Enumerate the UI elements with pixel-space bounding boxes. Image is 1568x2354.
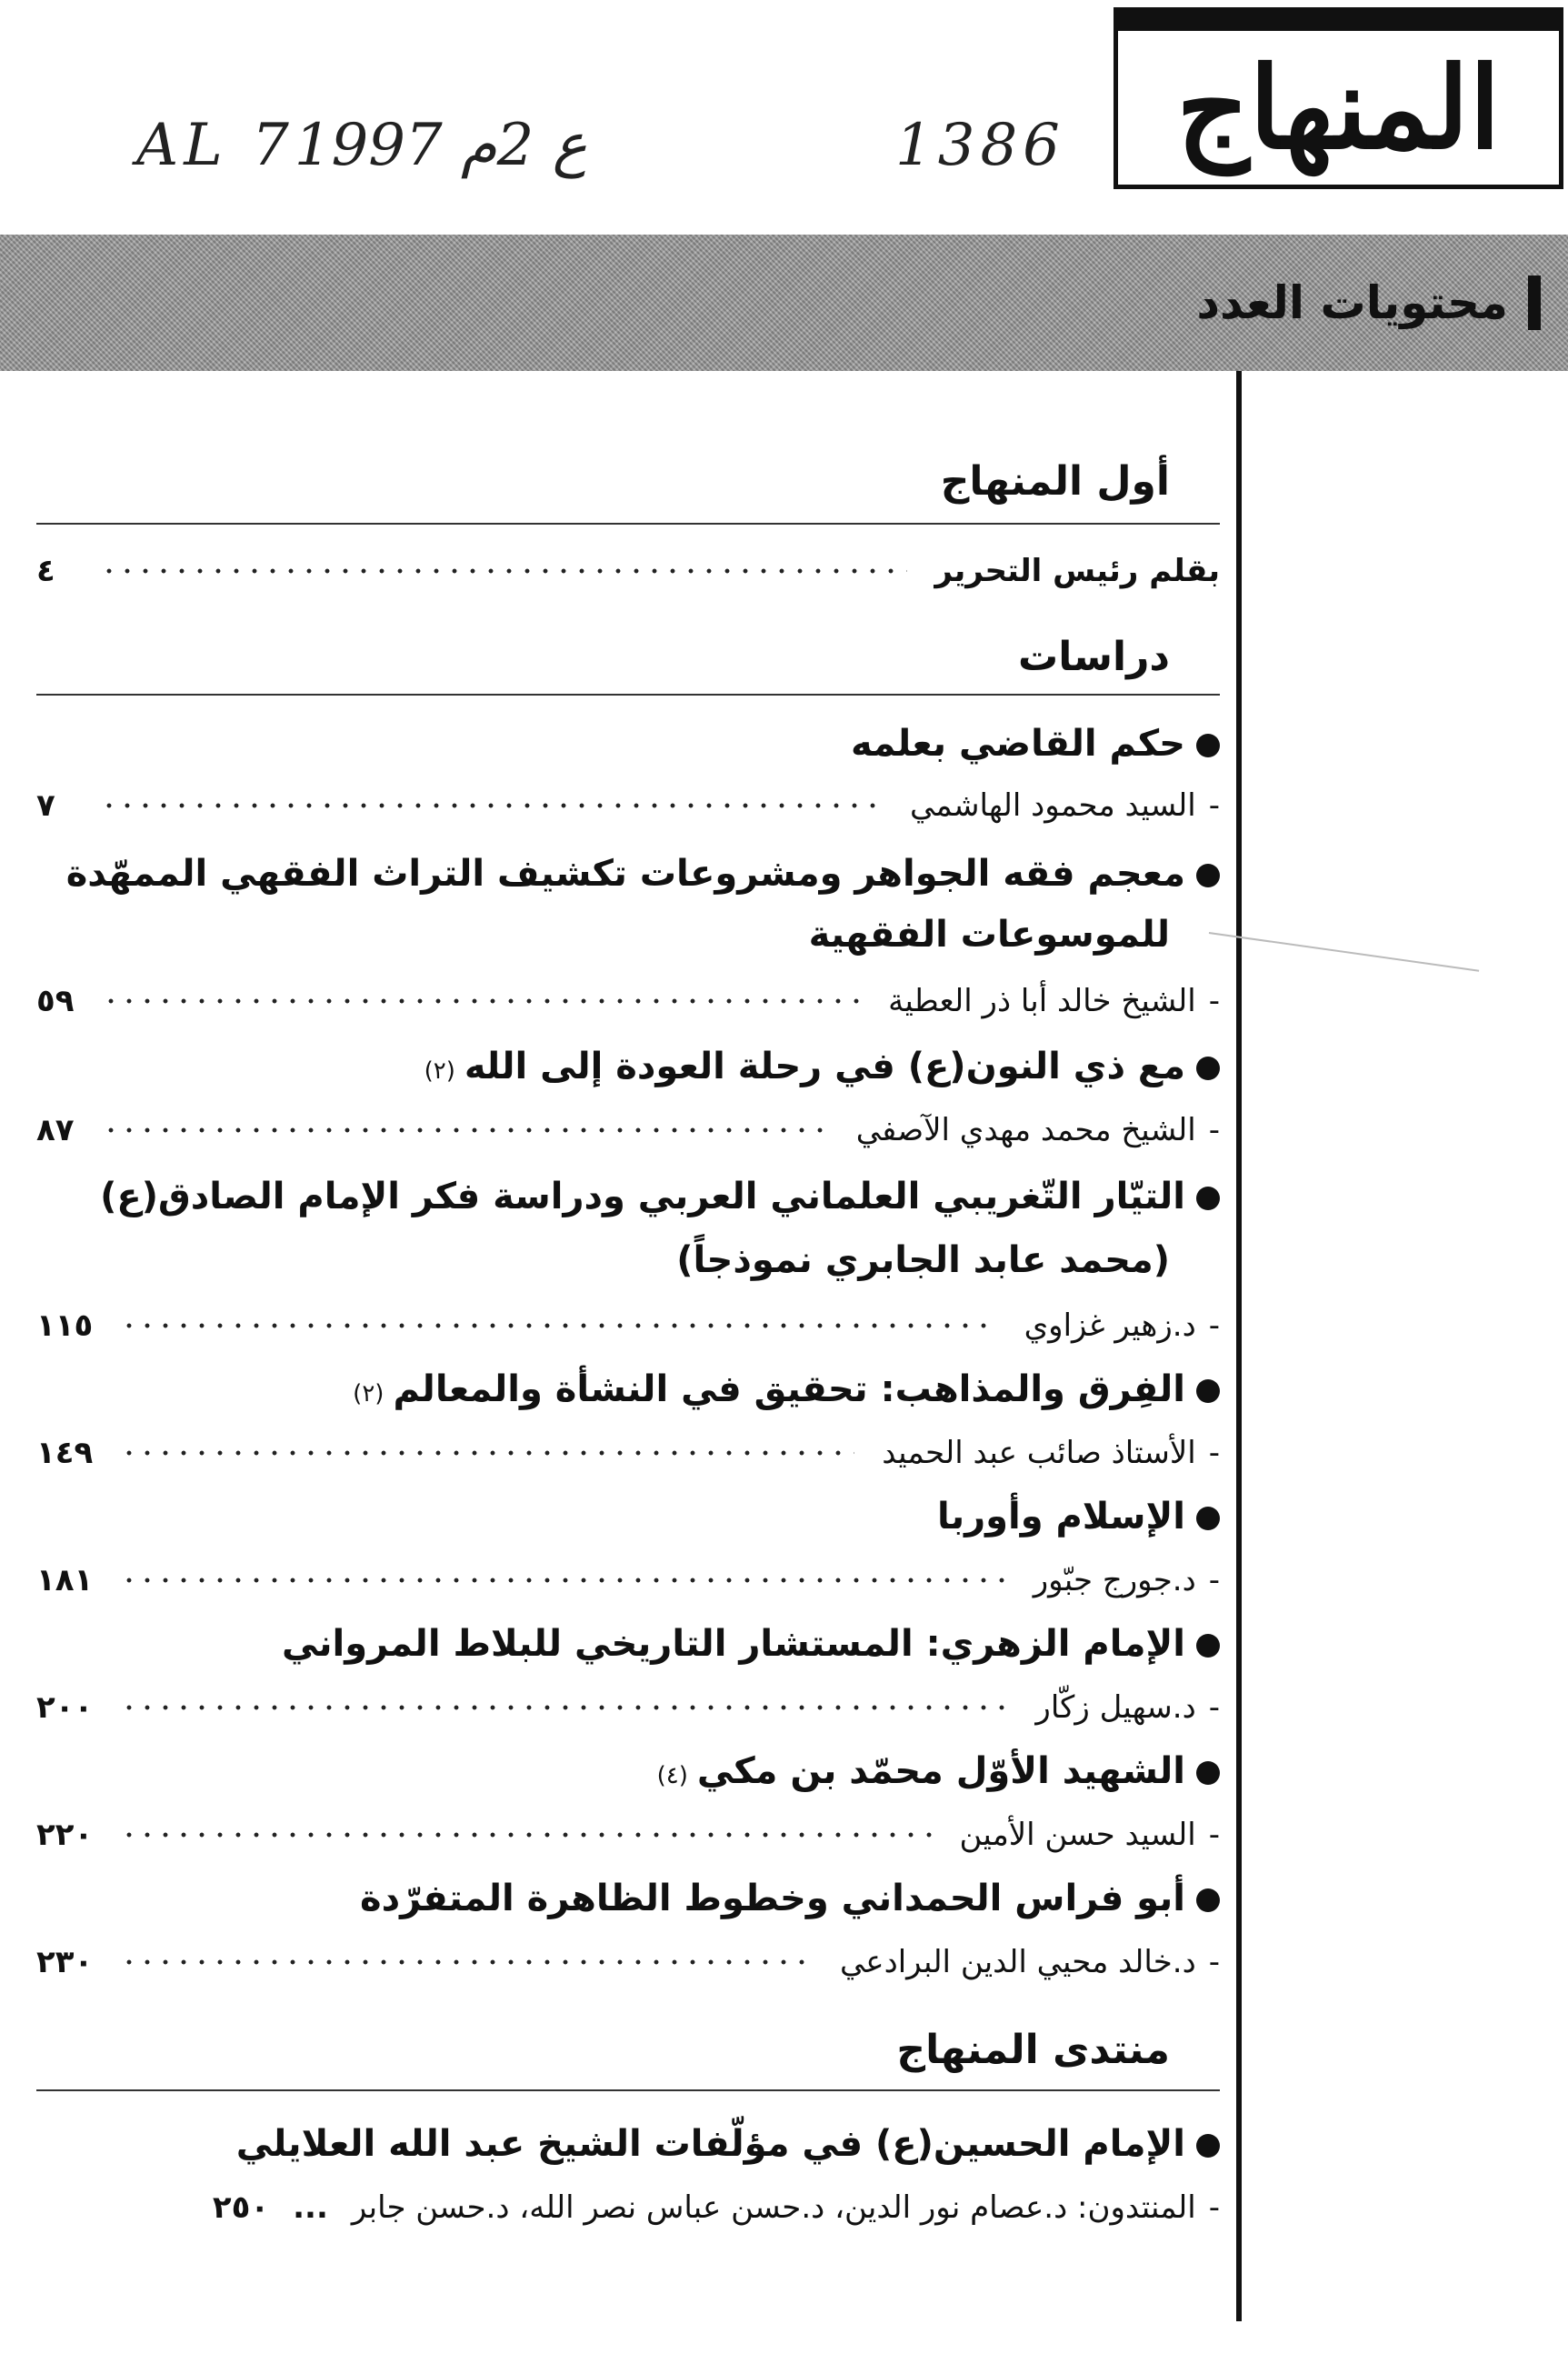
dot-leader (100, 802, 883, 809)
bullet-icon (1196, 1634, 1220, 1658)
toc-entry-title-continued: (محمد عابد الجابري نموذجاً) (676, 1239, 1170, 1281)
toc-entry-title: التيّار التّغريبي العلماني العربي ودراسة فكر الإمام الصادق(ع) (38, 1171, 1220, 1222)
logo-tagline: مجلة فصلية تعنى بالدراسات الإسلامية (1263, 11, 1401, 45)
toc-author: بقلم رئيس التحرير (934, 553, 1220, 589)
toc-entry-title: حكم القاضي بعلمه (38, 718, 1220, 769)
toc-page: ١١٥ (36, 1307, 94, 1344)
toc-page: ٥٩ (36, 983, 75, 1019)
toc-author: د.خالد محيي الدين البرادعي (839, 1944, 1196, 1980)
toc-entry-title: مع ذي النون(ع) في رحلة العودة إلى الله(٢) (38, 1041, 1220, 1097)
toc-entry-title-continued: للموسوعات الفقهية (808, 914, 1170, 956)
toc-row: - المنتدون: د.عصام نور الدين، د.حسن عباس نصر الله، د.حسن جابر ... ٢٥٠ (36, 2182, 1220, 2233)
toc-author: د.زهير غزاوي (1024, 1307, 1196, 1344)
section-divider (36, 694, 1220, 696)
part-number: (٢) (424, 1057, 455, 1085)
toc-row-editor (36, 546, 1220, 596)
toc-page: ٤ (36, 553, 55, 589)
section-title-studies: دراسات (1018, 634, 1170, 680)
toc-row: - السيد محمود الهاشمي ٧ (36, 780, 1220, 831)
section-title-forum: منتدى المنهاج (896, 2027, 1170, 2073)
stray-mark (1209, 932, 1479, 972)
toc-author: د.جورج جبّور (1033, 1562, 1196, 1598)
dot-leader (120, 1449, 854, 1457)
toc-author: السيد حسن الأمين (959, 1817, 1196, 1853)
bullet-icon (1196, 1379, 1220, 1403)
toc-entry-title: الإمام الحسين(ع) في مؤلّفات الشيخ عبد الله العلايلي (38, 2119, 1220, 2169)
toc-page: ٢٢٠ (36, 1817, 94, 1853)
dot-leader (100, 567, 907, 575)
section-divider (36, 523, 1220, 525)
toc-row: - د.جورج جبّور ١٨١ (36, 1555, 1220, 1606)
part-number: (٤) (656, 1762, 688, 1789)
toc-author: الشيخ محمد مهدي الآصفي (855, 1112, 1196, 1148)
toc-row: - الأستاذ صائب عبد الحميد ١٤٩ (36, 1427, 1220, 1478)
toc-row: - الشيخ خالد أبا ذر العطية ٥٩ (36, 976, 1220, 1027)
dot-leader (102, 1127, 829, 1134)
toc-page: ٧ (36, 787, 55, 824)
toc-page: ٢٠٠ (36, 1689, 94, 1726)
toc-row: - السيد حسن الأمين ٢٢٠ (36, 1809, 1220, 1860)
toc-entry-title: أبو فراس الحمداني وخطوط الظاهرة المتفرّدة (38, 1873, 1220, 1924)
toc-page: ١٨١ (36, 1562, 94, 1598)
bullet-icon (1196, 864, 1220, 887)
toc-page: ١٤٩ (36, 1435, 94, 1471)
dot-leader (102, 997, 862, 1005)
bullet-icon (1196, 1187, 1220, 1210)
section-divider (36, 2089, 1220, 2091)
dot-leader (120, 1704, 1008, 1711)
bullet-icon (1196, 1888, 1220, 1912)
toc-entry-title: الإسلام وأوربا (38, 1491, 1220, 1542)
toc-entry-title: معجم فقه الجواهر ومشروعات تكشيف التراث الفقهي الممهّدة (38, 848, 1220, 899)
toc-entry-title: الإمام الزهري: المستشار التاريخي للبلاط المرواني (38, 1618, 1220, 1669)
bullet-icon (1196, 734, 1220, 757)
toc-entry-title: الشهيد الأوّل محمّد بن مكي(٤) (38, 1746, 1220, 1801)
handwritten-note-right: 1386 (895, 112, 1065, 179)
toc-author: المنتدون: د.عصام نور الدين، د.حسن عباس نصر الله، د.حسن جابر (351, 2189, 1196, 2226)
toc-author: السيد محمود الهاشمي (910, 787, 1196, 824)
table-of-contents (36, 0, 1220, 2354)
toc-row: - د.سهيل زكّار ٢٠٠ (36, 1682, 1220, 1733)
toc-row: - الشيخ محمد مهدي الآصفي ٨٧ (36, 1105, 1220, 1156)
part-number: (٢) (353, 1380, 385, 1407)
toc-author: د.سهيل زكّار (1035, 1689, 1196, 1726)
bullet-icon (1196, 1761, 1220, 1785)
toc-author: الشيخ خالد أبا ذر العطية (888, 983, 1196, 1019)
toc-author: الأستاذ صائب عبد الحميد (882, 1435, 1196, 1471)
logo-text: المنهاج (1176, 43, 1501, 175)
toc-page: ٢٥٠ (212, 2189, 270, 2226)
handwritten-note-left: AL 7ع 2م 1997 (136, 112, 587, 179)
dot-leader (120, 1958, 813, 1966)
vertical-divider (1236, 371, 1242, 2321)
contents-title: محتويات العدد (1196, 275, 1541, 330)
bullet-icon (1196, 2134, 1220, 2158)
bullet-icon (1196, 1057, 1220, 1080)
dot-leader: ... (293, 2189, 328, 2226)
toc-page: ٢٣٠ (36, 1944, 94, 1980)
toc-page: ٨٧ (36, 1112, 75, 1148)
dot-leader (120, 1831, 932, 1838)
dot-leader (120, 1577, 1005, 1584)
toc-entry-title: الفِرق والمذاهب: تحقيق في النشأة والمعالم(٢) (38, 1364, 1220, 1419)
dot-leader (120, 1322, 996, 1329)
bullet-icon (1196, 1507, 1220, 1530)
toc-row: - د.زهير غزاوي ١١٥ (36, 1300, 1220, 1351)
section-title-first: أول المنهاج (940, 458, 1170, 505)
toc-row: - د.خالد محيي الدين البرادعي ٢٣٠ (36, 1937, 1220, 1988)
